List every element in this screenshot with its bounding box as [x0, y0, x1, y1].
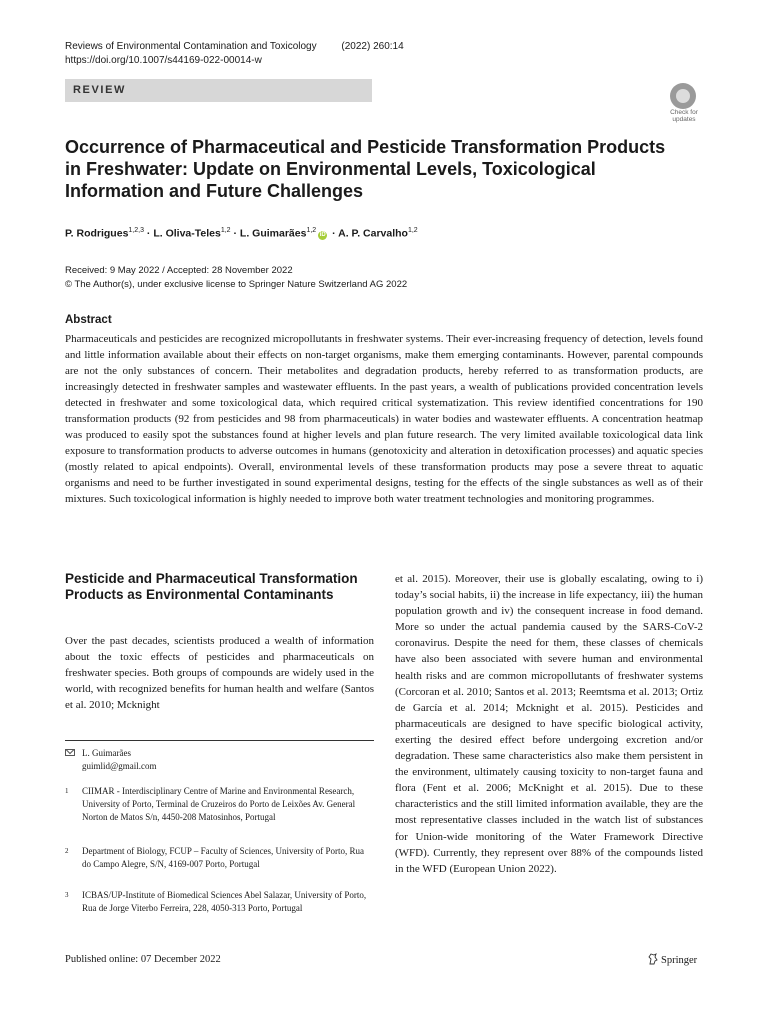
check-updates-badge[interactable]: [664, 83, 704, 123]
running-header: [65, 40, 426, 68]
envelope-icon: [65, 749, 75, 756]
correspondence: [65, 747, 374, 775]
section-label: REVIEW: [65, 79, 372, 102]
article-title: Occurrence of Pharmaceutical and Pesticide Transformation Products in Freshwater: Update on Environmental Levels, Toxicological Information and Future Challenges: [65, 137, 666, 201]
check-updates-label: Check for updates: [670, 109, 698, 123]
journal-name: Reviews of Environmental Contamination and Toxicology: [65, 41, 317, 52]
affiliation-text: Department of Biology, FCUP – Faculty of Sciences, University of Porto, Rua do Campo Alegre, S/N, 4169-007 Porto, Portugal: [82, 846, 365, 869]
affiliation-text: ICBAS/UP-Institute of Biomedical Sciences Abel Salazar, University of Porto, Rua de Jorge Viterbo Ferreira, 228, 4050-313 Porto, Portugal: [82, 890, 367, 913]
section-heading: Pesticide and Pharmaceutical Transformation Products as Environmental Contaminants: [65, 571, 358, 602]
correspondence-name: L. Guimarães: [82, 748, 131, 758]
author-name: L. Oliva-Teles: [153, 227, 221, 240]
publisher-logo: [648, 953, 697, 966]
received-accepted: Received: 9 May 2022 / Accepted: 28 November 2022: [65, 265, 293, 276]
copyright: © The Author(s), under exclusive license to Springer Nature Switzerland AG 2022: [65, 279, 408, 290]
author-affiliation: 1,2: [220, 227, 231, 234]
footnote-divider: [65, 740, 374, 741]
correspondence-email[interactable]: guimlid@gmail.com: [82, 761, 157, 771]
author-name: P. Rodrigues: [65, 227, 129, 240]
author-name: L. Guimarães: [239, 227, 307, 240]
article-dates: [65, 264, 407, 292]
affiliation-3: [65, 889, 374, 931]
abstract-text: Pharmaceuticals and pesticides are recognized micropollutants in freshwater systems. Their ever-increasing frequency of detection, levels found and little information available about their effects on non-target organisms, make them emerging contaminants. However, parental compounds are not the only substances of concern. Their metabolites and degradation products, hereby referred to as transformation products, are increasingly detected in freshwater samples and wastewater effluents. In the past years, a wealth of publications provided concentration levels detected in freshwater and some toxicological data, which required critical systematization. This review identified concentrations for 190 transformation products (92 from pesticides and 98 from pharmaceuticals) in water bodies and wastewater effluents. A concentration heatmap was produced to easily spot the substances found at higher levels and plan future research. The very limited available toxicological data link exposure to transformation products to adverse outcomes in humans (genotoxicity and alteration in detoxification processes) and aquatic species (mostly related to apical endpoints). Overall, environmental levels of these transformation products may pose a severe threat to aquatic organisms and need to be further investigated in sound experimental designs, testing for the effects of the single substances as well as of their mixtures. Such toxicological information is highly needed to improve both water treatment technologies and monitoring programmes.: [65, 333, 703, 505]
volume-info: (2022) 260:14: [341, 41, 404, 52]
author-affiliation: 1,2,3: [128, 227, 144, 234]
author-name: A. P. Carvalho: [338, 227, 408, 240]
affiliation-2: [65, 845, 374, 887]
springer-horse-icon: [648, 953, 658, 965]
affiliation-number: 3: [65, 891, 69, 899]
affiliation-number: 1: [65, 787, 69, 795]
publisher-name: Springer: [661, 955, 698, 966]
abstract-heading: Abstract: [65, 314, 112, 326]
affiliation-1: [65, 785, 374, 840]
doi-link[interactable]: https://doi.org/10.1007/s44169-022-00014-w: [65, 55, 262, 66]
author-affiliation: 1,2: [306, 227, 317, 234]
affiliation-number: 2: [65, 847, 69, 855]
published-online: Published online: 07 December 2022: [65, 954, 221, 965]
body-text-col2: et al. 2015). Moreover, their use is globally escalating, owing to i) today’s social habits, ii) the increase in life expectancy, iii) the human population growth and iv) the consequent increase in food demand. More so under the actual pandemia caused by the SARS-CoV-2 coronavirus. Despite the need for them, these classes of chemicals have also been associated with severe human and environmental health risks and are common micropollutants of freshwater systems (Corcoran et al. 2010; Santos et al. 2013; Reemtsma et al. 2013; Ortiz de García et al. 2014; Mcknight et al. 2015). Pesticides and pharmaceuticals are designed to have specific biological activity, exerting the desired effect before undergoing excretion and/or degradation. These same characteristics also make them persistent in the environment, ultimately causing toxicity to non-target fauna and flora (Fent et al. 2006; McKnight et al. 2015). Due to these characteristics and the still limited information available, they are the most representative classes included in the watch list of substances for Union-wide monitoring of the Water Framework Directive (WFD). Currently, they represent over 88% of the compounds listed in the WFD (European Union 2022).: [395, 573, 703, 875]
author-affiliation: 1,2: [407, 227, 418, 234]
body-text-col1: Over the past decades, scientists produced a wealth of information about the toxic effects of pesticides and pharmaceuticals on freshwater species. Both groups of compounds are widely used in the world, with recognized benefits for human health and welfare (Santos et al. 2010; Mcknight: [65, 635, 374, 711]
check-updates-icon: [670, 83, 696, 109]
author-list: P. Rodrigues$^{1,2,3}$ · L. Oliva-Teles$^{1,2}$ · L. Guimarães$^{1,2}$iD · A. P. Carvalho$^{1,2}$: [65, 227, 418, 240]
orcid-icon[interactable]: iD: [319, 231, 326, 238]
affiliation-text: CIIMAR - Interdisciplinary Centre of Marine and Environmental Research, University of Porto, Terminal de Cruzeiros do Porto de Leixões Av. General Norton de Matos S/n, 4450-208 Matosinhos, Portugal: [82, 786, 356, 822]
